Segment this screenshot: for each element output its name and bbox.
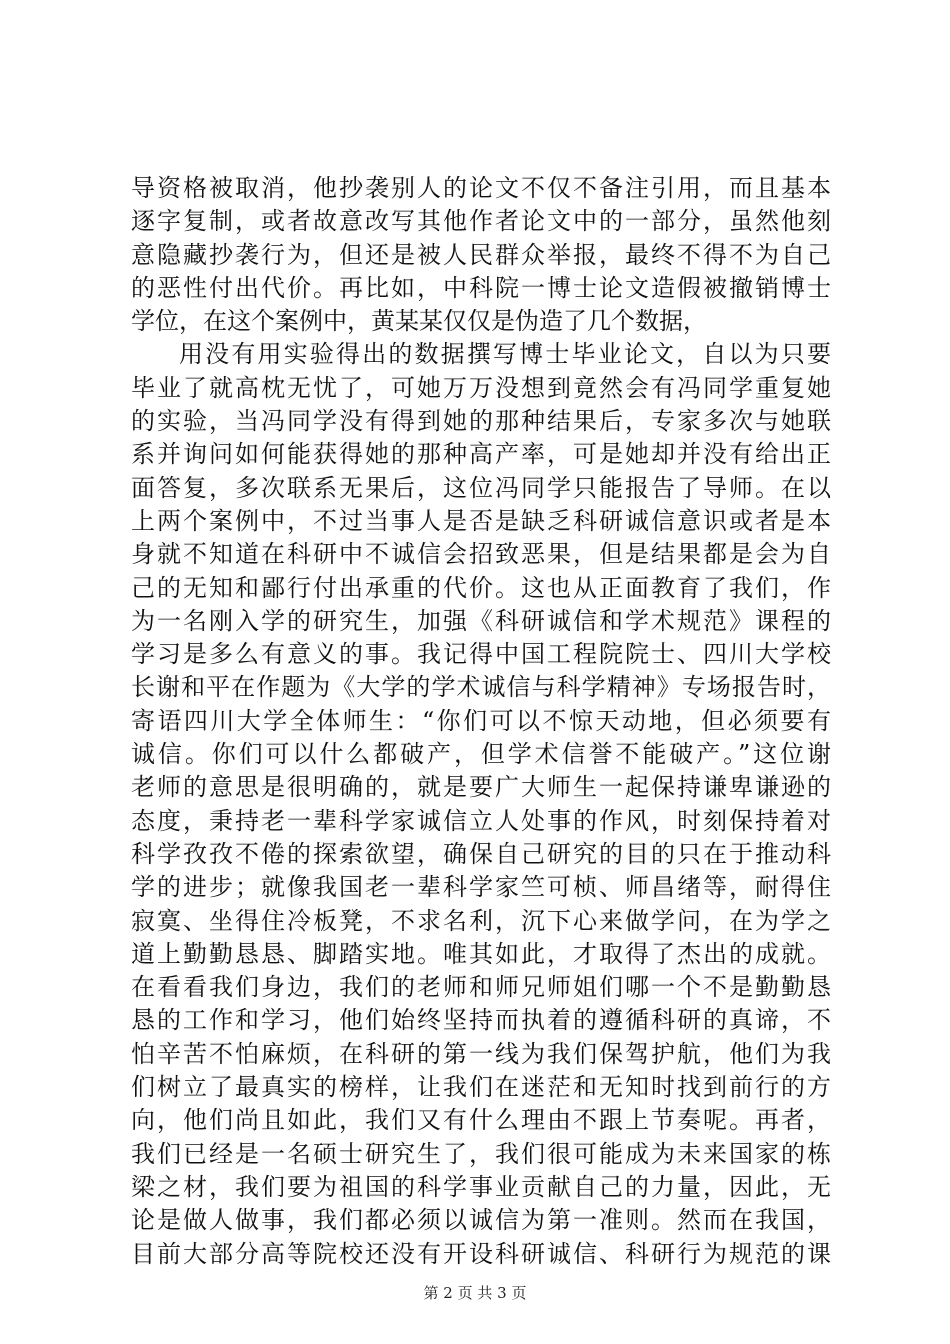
text-line: 学的进步；就像我国老一辈科学家竺可桢、师昌绪等，耐得住 bbox=[131, 873, 831, 902]
text-line: 科学孜孜不倦的探索欲望，确保自己研究的目的只在于推动科 bbox=[131, 839, 831, 868]
text-line: 用没有用实验得出的数据撰写博士毕业论文，自以为只要 bbox=[179, 340, 831, 369]
text-line: 长谢和平在作题为《大学的学术诚信与科学精神》专场报告时， bbox=[131, 673, 831, 702]
paragraph-2 bbox=[131, 338, 831, 1270]
page-footer bbox=[0, 1282, 950, 1303]
text-line: 道上勤勤恳恳、脚踏实地。唯其如此，才取得了杰出的成就。 bbox=[131, 939, 831, 968]
text-line: 诚信。你们可以什么都破产，但学术信誉不能破产。”这位谢 bbox=[131, 740, 831, 769]
body-text bbox=[131, 172, 831, 1271]
text-line: 向，他们尚且如此，我们又有什么理由不跟上节奏呢。再者， bbox=[131, 1106, 831, 1135]
text-line: 论是做人做事，我们都必须以诚信为第一准则。然而在我国， bbox=[131, 1206, 831, 1235]
text-line: 面答复，多次联系无果后，这位冯同学只能报告了导师。在以 bbox=[131, 473, 831, 502]
text-line: 系并询问如何能获得她的那种高产率，可是她却并没有给出正 bbox=[131, 440, 831, 469]
text-line: 意隐藏抄袭行为，但还是被人民群众举报，最终不得不为自己 bbox=[131, 240, 831, 269]
text-line: 寄语四川大学全体师生：“你们可以不惊天动地，但必须要有 bbox=[131, 706, 831, 735]
text-line: 的实验，当冯同学没有得到她的那种结果后，专家多次与她联 bbox=[131, 407, 831, 436]
text-line: 们树立了最真实的榜样，让我们在迷茫和无知时找到前行的方 bbox=[131, 1073, 831, 1102]
text-line: 梁之材，我们要为祖国的科学事业贡献自己的力量，因此，无 bbox=[131, 1172, 831, 1201]
text-line: 恳的工作和学习，他们始终坚持而执着的遵循科研的真谛，不 bbox=[131, 1006, 831, 1035]
text-line: 毕业了就高枕无忧了，可她万万没想到竟然会有冯同学重复她 bbox=[131, 373, 831, 402]
text-line: 的恶性付出代价。再比如，中科院一博士论文造假被撤销博士 bbox=[131, 273, 831, 302]
text-line: 我们已经是一名硕士研究生了，我们很可能成为未来国家的栋 bbox=[131, 1139, 831, 1168]
text-line: 己的无知和鄙行付出承重的代价。这也从正面教育了我们，作 bbox=[131, 573, 831, 602]
text-line: 上两个案例中，不过当事人是否是缺乏科研诚信意识或者是本 bbox=[131, 506, 831, 535]
text-line: 态度，秉持老一辈科学家诚信立人处事的作风，时刻保持着对 bbox=[131, 806, 831, 835]
text-line: 学位，在这个案例中，黄某某仅仅是伪造了几个数据， bbox=[131, 307, 707, 336]
text-line: 为一名刚入学的研究生，加强《科研诚信和学术规范》课程的 bbox=[131, 606, 831, 635]
text-line: 学习是多么有意义的事。我记得中国工程院院士、四川大学校 bbox=[131, 640, 831, 669]
text-line: 怕辛苦不怕麻烦，在科研的第一线为我们保驾护航，他们为我 bbox=[131, 1039, 831, 1068]
text-line: 逐字复制，或者故意改写其他作者论文中的一部分，虽然他刻 bbox=[131, 207, 831, 236]
text-line: 寂寞、坐得住冷板凳，不求名利，沉下心来做学问，在为学之 bbox=[131, 906, 831, 935]
text-line: 在看看我们身边，我们的老师和师兄师姐们哪一个不是勤勤恳 bbox=[131, 973, 831, 1002]
text-line: 导资格被取消，他抄袭别人的论文不仅不备注引用，而且基本 bbox=[131, 174, 831, 202]
text-line: 目前大部分高等院校还没有开设科研诚信、科研行为规范的课 bbox=[131, 1239, 831, 1268]
paragraph-1 bbox=[131, 172, 831, 338]
text-line: 老师的意思是很明确的，就是要广大师生一起保持谦卑谦逊的 bbox=[131, 773, 831, 802]
page-number-label: 第 2 页 共 3 页 bbox=[423, 1284, 527, 1302]
text-line: 身就不知道在科研中不诚信会招致恶果，但是结果都是会为自 bbox=[131, 540, 831, 569]
